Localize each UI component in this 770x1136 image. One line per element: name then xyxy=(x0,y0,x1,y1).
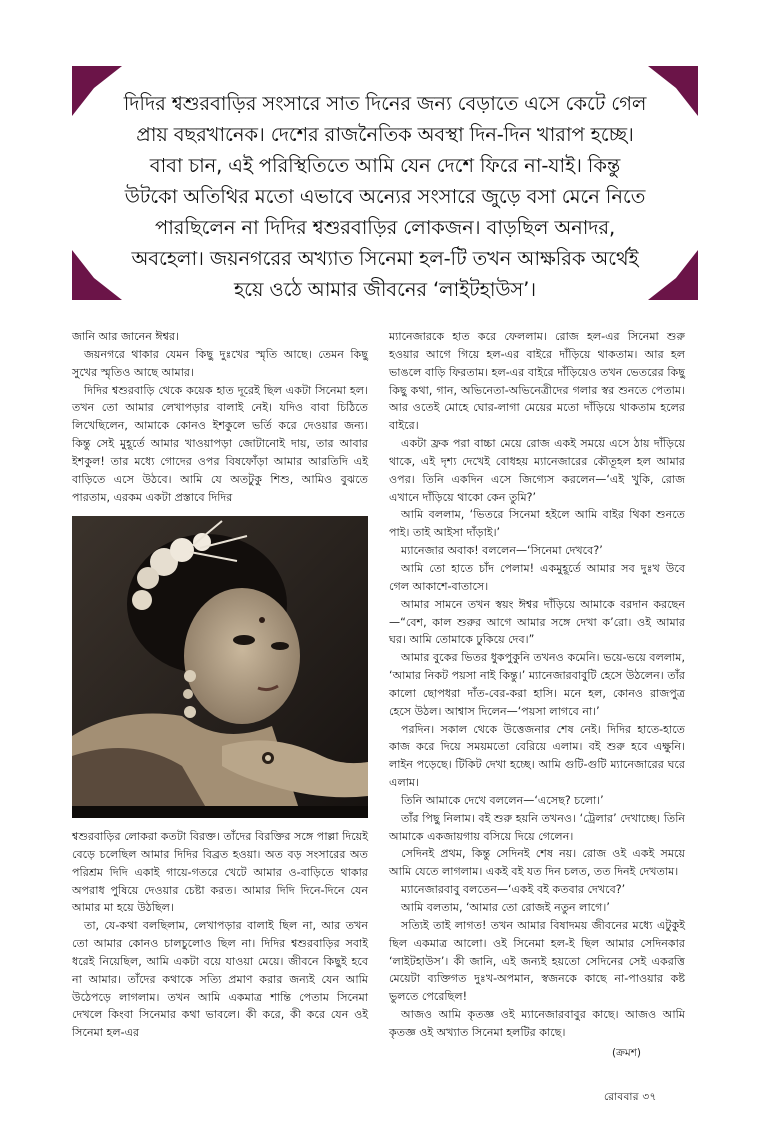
paragraph: জয়নগরে থাকার যেমন কিছু দুঃখের স্মৃতি আছে। তেমন কিছু সুখের স্মৃতিও আছে আমার। xyxy=(72,347,368,379)
pull-quote-line: পারছিলেন না দিদির শ্বশুরবাড়ির লোকজন। বাড়ছিল অনাদর, xyxy=(155,216,615,239)
pull-quote-line: দিদির শ্বশুরবাড়ির সংসারে সাত দিনের জন্য বেড়াতে এসে কেটে গেল xyxy=(123,92,647,115)
paragraph: পরদিন। সকাল থেকে উত্তেজনার শেষ নেই। দিদির হাতে-হাতে কাজ করে দিয়ে সময়মতো বেরিয়ে এলাম। বই শুরু হবে এক্ষুনি। লাইন পড়েছে। টিকিট দেখা হচ্ছে। আমি গুটি-গুটি ম্যানেজারের ঘরে এলাম। xyxy=(389,722,685,790)
paragraph: দিদির শ্বশুরবাড়ি থেকে কয়েক হাত দূরেই ছিল একটা সিনেমা হল। তখন তো আমার লেখাপড়ার বালাই নেই। যদিও বাবা চিঠিতে লিখেছিলেন, আমাকে কোনও ইশকুলে ভর্তি করে দেওয়ার জন্য। কিন্তু সেই মুহূর্তে আমার খাওয়াপড়া জোটানোই দায়, তার আবার ইশকুল! তার মধ্যে গোদের ওপর বিষফোঁড়া আমার আরতিদি এই বাড়িতে এসে উঠবে। আমি যে অতটুকু শিশু, আমিও বুঝতে পারতাম, এরকম একটা প্রস্তাবে দিদির xyxy=(72,383,368,504)
paragraph: সেদিনই প্রথম, কিন্তু সেদিনই শেষ নয়। রোজ ওই একই সময়ে আমি যেতে লাগলাম। একই বই যত দিন চলত, তত দিনই দেখতাম। xyxy=(389,847,685,879)
paragraph: আমি বললাম, ‘ভিতরে সিনেমা হইলে আমি বাইর থিকা শুনতে পাই। তাই আইসা দাঁড়াই।’ xyxy=(389,508,685,540)
page-footer: রোববার ৩৭ xyxy=(604,1091,657,1103)
pull-quote-line: বাবা চান, এই পরিস্থিতিতে আমি যেন দেশে ফিরে না-যাই। কিন্তু xyxy=(149,154,621,177)
paragraph: ম্যানেজার অবাক! বললেন—‘সিনেমা দেখবে?’ xyxy=(401,544,603,558)
paragraph: আমার সামনে তখন স্বয়ং ঈশ্বর দাঁড়িয়ে আমাকে বরদান করছেন—“বেশ, কাল শুরুর আগে আমার সঙ্গে দেখা ক’রো। ওই আমার ঘর। আমি তোমাকে ঢুকিয়ে দেব।” xyxy=(389,597,685,647)
left-column-bottom xyxy=(72,828,368,1042)
paragraph: ম্যানেজারকে হাত করে ফেললাম। রোজ হল-এর সিনেমা শুরু হওয়ার আগে গিয়ে হল-এর বাইরে দাঁড়িয়ে থাকতাম। আর হল ভাঙলে বাড়ি ফিরতাম। হল-এর বাইরে দাঁড়িয়েও তখন ভেতরের কিছু কিছু কথা, গান, অভিনেতা-অভিনেত্রীদের গলার স্বর শুনতে পেতাম। আর ওতেই মোহে ঘোর-লাগা মেয়ের মতো দাঁড়িয়ে থাকতাম হলের বাইরে। xyxy=(389,330,685,433)
paragraph: জানি আর জানেন ঈশ্বর। xyxy=(72,330,180,343)
paragraph: তিনি আমাকে দেখে বললেন—‘এসেছ? চলো।’ xyxy=(401,793,604,807)
paragraph: শ্বশুরবাড়ির লোকরা কতটা বিরক্ত। তাঁদের বিরক্তির সঙ্গে পাল্লা দিয়েই বেড়ে চলেছিল আমার দিদির বিব্রত হওয়া। অত বড় সংসারের অত পরিশ্রম দিদি একাই গায়ে-গতরে খেটে আমার ও-বাড়িতে থাকার অপরাধ পুষিয়ে দেওয়ার চেষ্টা করত। আমার দিদি দিনে-দিনে যেন আমার মা হয়ে উঠছিল। xyxy=(72,830,368,915)
paragraph: সত্যিই তাই লাগত! তখন আমার বিষাদময় জীবনের মধ্যে এটুকুই ছিল একমাত্র আলো। ওই সিনেমা হল-ই ছিল আমার সেদিনকার ‘লাইটহাউস’। কী জানি, এই জন্যই হয়তো সেদিনের সেই একরত্তি মেয়েটা ব্যক্তিগত দুঃখ-অপমান, স্বজনকে কাছে না-পাওয়ার কষ্ট ভুলতে পেরেছিল! xyxy=(389,918,685,1004)
right-column xyxy=(389,328,685,1042)
paragraph: আমি তো হাতে চাঁদ পেলাম! একমুহূর্তে আমার সব দুঃখ উবে গেল আকাশে-বাতাসে। xyxy=(389,561,685,593)
pull-quote-line: অবহেলা। জয়নগরের অখ্যাত সিনেমা হল-টি তখন আক্ষরিক অর্থেই xyxy=(131,247,639,270)
paragraph: আমি বলতাম, ‘আমার তো রোজই নতুন লাগে।’ xyxy=(401,901,610,914)
left-column-top xyxy=(72,328,368,506)
paragraph: একটা ফ্রক পরা বাচ্চা মেয়ে রোজ একই সময়ে এসে ঠায় দাঁড়িয়ে থাকে, এই দৃশ্য দেখেই বোধহয় ম্যানেজারের কৌতূহল হল আমার ওপর। তিনি একদিন এসে জিগ্যেস করলেন—‘এই খুকি, রোজ এখানে দাঁড়িয়ে থাকো কেন তুমি?’ xyxy=(389,437,685,504)
paragraph: আজও আমি কৃতজ্ঞ ওই ম্যানেজারবাবুর কাছে। আজও আমি কৃতজ্ঞ ওই অখ্যাত সিনেমা হলটির কাছে। xyxy=(389,1008,685,1039)
pull-quote-line: প্রায় বছরখানেক। দেশের রাজনৈতিক অবস্থা দিন-দিন খারাপ হচ্ছে। xyxy=(136,123,634,146)
portrait-photo xyxy=(72,516,368,818)
pull-quote-line: হয়ে ওঠে আমার জীবনের ‘লাইটহাউস’। xyxy=(234,278,536,301)
paragraph: তাঁর পিছু নিলাম। বই শুরু হয়নি তখনও। ‘ট্রেলার’ দেখাচ্ছে। তিনি আমাকে একজায়গায় বসিয়ে দিয়ে গেলেন। xyxy=(389,811,685,843)
continued-label: (ক্রমশ) xyxy=(612,1047,642,1059)
pull-quote-line: উটকো অতিথির মতো এভাবে অন্যের সংসারে জুড়ে বসা মেনে নিতে xyxy=(124,185,646,208)
pull-quote xyxy=(72,66,698,300)
paragraph: তা, যে-কথা বলছিলাম, লেখাপড়ার বালাই ছিল না, আর তখন তো আমার কোনও চালচুলোও ছিল না। দিদির শ্বশুরবাড়ির সবাই ধরেই নিয়েছিল, আমি একটা বয়ে যাওয়া মেয়ে। জীবনে কিছুই হবে না আমার। তাঁদের কথাকে সত্যি প্রমাণ করার জন্যই যেন আমি উঠেপড়ে লাগলাম। তখন আমি একমাত্র শান্তি পেতাম সিনেমা দেখলে কিংবা সিনেমার কথা ভাবলে। কী করে, কী করে যেন ওই সিনেমা হল-এর xyxy=(72,919,368,1040)
paragraph: ম্যানেজারবাবু বলতেন—‘একই বই কতবার দেখবে?’ xyxy=(401,883,626,897)
paragraph: আমার বুকের ভিতর ধুকপুকুনি তখনও কমেনি। ভয়ে-ভয়ে বললাম, ‘আমার নিকট পয়সা নাই কিন্তু।’ ম্যানেজারবাবুটি হেসে উঠলেন। তাঁর কালো ছোপধরা দাঁত-বের-করা হাসি। মনে হল, কোনও রাজপুত্র হেসে উঠল। আশ্বাস দিলেন—‘পয়সা লাগবে না।’ xyxy=(389,651,685,718)
pull-quote-text xyxy=(92,88,678,305)
